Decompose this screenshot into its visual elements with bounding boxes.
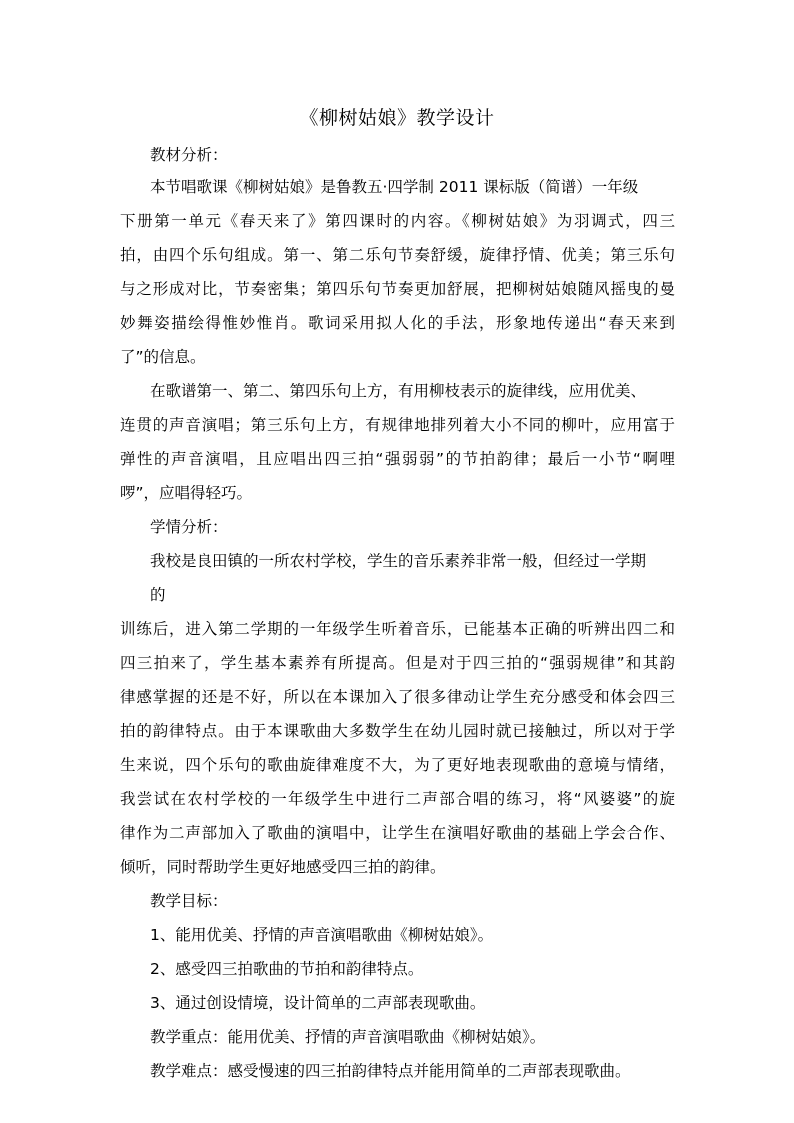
paragraph-line: 我尝试在农村学校的一年级学生中进行二声部合唱的练习，将“风婆婆”的旋: [120, 790, 675, 808]
paragraph-line: 本节唱歌课《柳树姑娘》是鲁教五·四学制 2011 课标版（简谱）一年级: [150, 178, 639, 196]
paragraph-line: 倾听，同时帮助学生更好地感受四三拍的韵律。: [120, 858, 446, 876]
paragraph-line: 与之形成对比，节奏密集；第四乐句节奏更加舒展，把柳树姑娘随风摇曳的曼: [120, 280, 675, 298]
paragraph-line: 的: [150, 586, 166, 604]
section-heading-material: 教材分析：: [150, 146, 228, 164]
goal-item: 1、能用优美、抒情的声音演唱歌曲《柳树姑娘》。: [150, 926, 494, 944]
section-heading-student: 学情分析：: [150, 518, 228, 536]
paragraph-line: 生来说，四个乐句的歌曲旋律难度不大，为了更好地表现歌曲的意境与情绪，: [120, 756, 675, 774]
paragraph-line: 拍的韵律特点。由于本课歌曲大多数学生在幼儿园时就已接触过，所以对于学: [120, 722, 675, 740]
paragraph-line: 训练后，进入第二学期的一年级学生听着音乐，已能基本正确的听辨出四二和: [120, 620, 675, 638]
paragraph-line: 在歌谱第一、第二、第四乐句上方，有用柳枝表示的旋律线，应用优美、: [150, 382, 647, 400]
goal-item: 2、感受四三拍歌曲的节拍和韵律特点。: [150, 960, 424, 978]
paragraph-line: 四三拍来了，学生基本素养有所提高。但是对于四三拍的“强弱规律”和其韵: [120, 654, 675, 672]
paragraph-line: 下册第一单元《春天来了》第四课时的内容。《柳树姑娘》为羽调式，四三: [120, 212, 675, 230]
paragraph-line: 弹性的声音演唱，且应唱出四三拍“强弱弱”的节拍韵律；最后一小节“啊哩: [120, 450, 675, 468]
document-title: 《柳树姑娘》教学设计: [299, 107, 495, 129]
key-point: 教学重点：能用优美、抒情的声音演唱歌曲《柳树姑娘》。: [150, 1028, 546, 1046]
paragraph-line: 律感掌握的还是不好，所以在本课加入了很多律动让学生充分感受和体会四三: [120, 688, 675, 706]
difficult-point: 教学难点：感受慢速的四三拍韵律特点并能用简单的二声部表现歌曲。: [150, 1062, 631, 1080]
paragraph-line: 连贯的声音演唱；第三乐句上方，有规律地排列着大小不同的柳叶，应用富于: [120, 416, 675, 434]
paragraph-line: 妙舞姿描绘得惟妙惟肖。歌词采用拟人化的手法，形象地传递出“春天来到: [120, 314, 675, 332]
paragraph-line: 啰”，应唱得轻巧。: [120, 484, 253, 502]
paragraph-line: 了”的信息。: [120, 348, 206, 366]
paragraph-line: 我校是良田镇的一所农村学校，学生的音乐素养非常一般，但经过一学期: [150, 552, 647, 570]
paragraph-line: 律作为二声部加入了歌曲的演唱中，让学生在演唱好歌曲的基础上学会合作、: [120, 824, 675, 842]
goal-item: 3、通过创设情境，设计简单的二声部表现歌曲。: [150, 994, 486, 1012]
section-heading-goals: 教学目标：: [150, 892, 228, 910]
paragraph-line: 拍，由四个乐句组成。第一、第二乐句节奏舒缓，旋律抒情、优美；第三乐句: [120, 246, 675, 264]
